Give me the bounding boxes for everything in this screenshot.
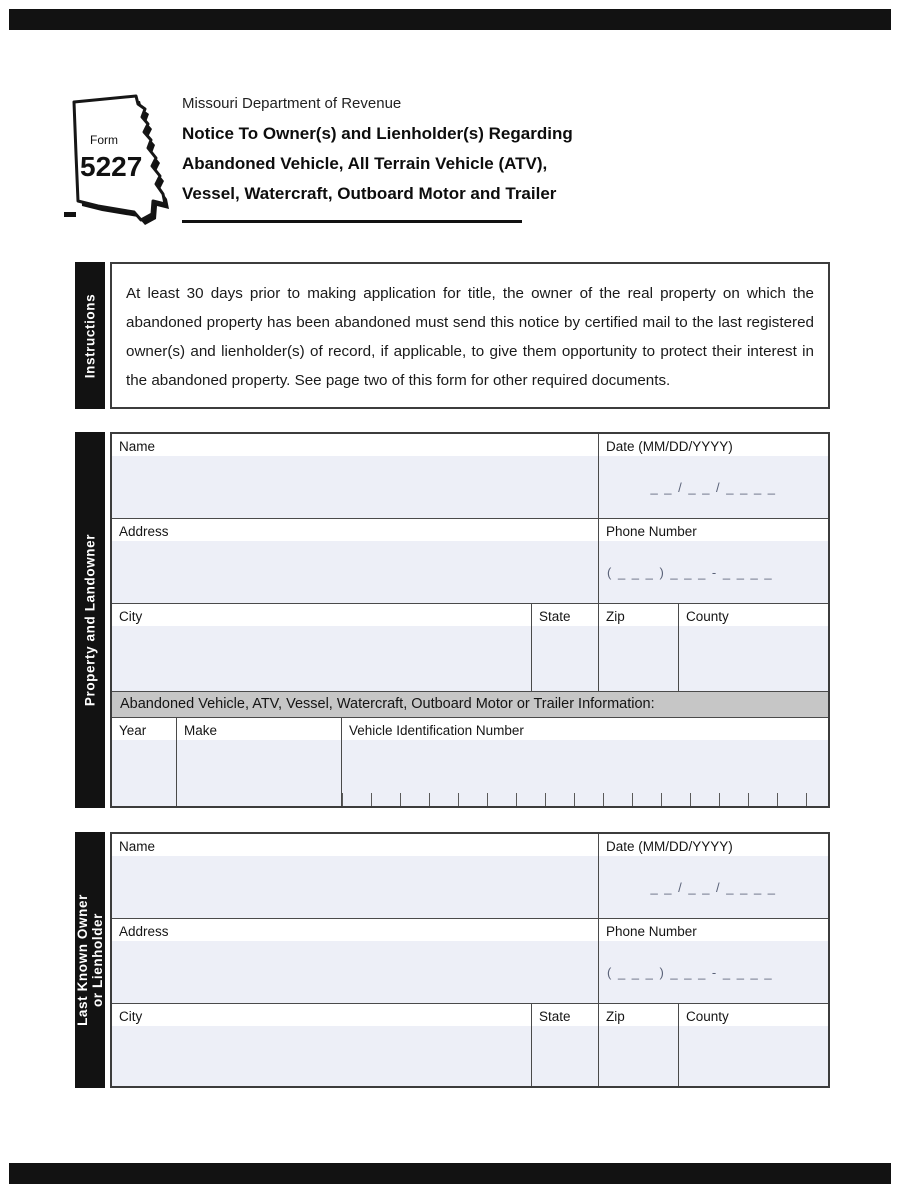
vehicle-vin-label: Vehicle Identification Number <box>349 723 524 738</box>
form-title-line-1: Notice To Owner(s) and Lienholder(s) Regarding <box>182 124 573 143</box>
owner-city-input[interactable] <box>112 1026 531 1086</box>
bottom-border-bar <box>9 1163 891 1184</box>
owner-address-field <box>112 919 599 1003</box>
property-name-field <box>112 434 599 518</box>
property-row-name-date <box>112 434 828 519</box>
owner-phone-label: Phone Number <box>606 924 697 939</box>
form-number: 5227 <box>80 151 143 182</box>
property-city-field <box>112 604 532 691</box>
vehicle-info-header: Abandoned Vehicle, ATV, Vessel, Watercraft, Outboard Motor or Trailer Information: <box>112 692 828 718</box>
owner-form-box <box>110 832 830 1088</box>
property-sidebar-label: Property and Landowner <box>82 533 98 707</box>
instructions-text: At least 30 days prior to making application for title, the owner of the real property on which the abandoned property has been abandoned must send this notice by certified mail to the last registered owner(s) and lienholder(s) of record, if applicable, to give them opportunity to protect their interest in the abandoned property. See page two of this form for other required documents. <box>126 285 814 389</box>
title-underline <box>182 220 522 223</box>
property-state-input[interactable] <box>532 626 598 691</box>
property-form-box <box>110 432 830 808</box>
department-name: Missouri Department of Revenue <box>182 95 402 112</box>
vehicle-year-field <box>112 718 177 806</box>
property-date-input[interactable] <box>599 456 828 518</box>
dash-mark <box>64 212 76 217</box>
property-row-city-state-zip-county <box>112 604 828 692</box>
vin-tick-marks <box>342 793 828 806</box>
top-border-bar <box>9 9 891 30</box>
vehicle-make-field <box>177 718 342 806</box>
property-state-field <box>532 604 599 691</box>
owner-name-field <box>112 834 599 918</box>
owner-date-field <box>599 834 828 918</box>
owner-phone-input[interactable] <box>599 941 828 1003</box>
property-city-input[interactable] <box>112 626 531 691</box>
owner-state-field <box>532 1004 599 1086</box>
owner-lienholder-section <box>75 832 830 1088</box>
vehicle-make-input[interactable] <box>177 740 341 806</box>
vehicle-make-label: Make <box>184 723 218 738</box>
instructions-box <box>110 262 830 409</box>
phone-placeholder: ( _ _ _ ) _ _ _ - _ _ _ _ <box>607 964 774 980</box>
owner-row-city-state-zip-county <box>112 1004 828 1086</box>
property-name-input[interactable] <box>112 456 598 518</box>
owner-name-label: Name <box>119 839 156 854</box>
owner-zip-input[interactable] <box>599 1026 678 1086</box>
owner-county-field <box>679 1004 828 1086</box>
instructions-section <box>75 262 830 409</box>
property-zip-input[interactable] <box>599 626 678 691</box>
owner-state-input[interactable] <box>532 1026 598 1086</box>
owner-date-input[interactable] <box>599 856 828 918</box>
owner-phone-field <box>599 919 828 1003</box>
vehicle-year-label: Year <box>119 723 147 738</box>
property-landowner-section <box>75 432 830 808</box>
property-zip-label: Zip <box>606 609 625 624</box>
owner-address-label: Address <box>119 924 169 939</box>
property-sidebar <box>75 432 105 808</box>
form-title-line-2: Abandoned Vehicle, All Terrain Vehicle (ATV), <box>182 154 548 173</box>
property-state-label: State <box>539 609 571 624</box>
date-placeholder: _ _ / _ _ / _ _ _ _ <box>650 479 777 495</box>
property-county-input[interactable] <box>679 626 828 691</box>
date-placeholder: _ _ / _ _ / _ _ _ _ <box>650 879 777 895</box>
owner-state-label: State <box>539 1009 571 1024</box>
property-phone-label: Phone Number <box>606 524 697 539</box>
property-county-field <box>679 604 828 691</box>
property-phone-field <box>599 519 828 603</box>
property-row-address-phone <box>112 519 828 604</box>
form-word: Form <box>90 133 118 147</box>
owner-address-input[interactable] <box>112 941 598 1003</box>
vehicle-vin-field <box>342 718 828 806</box>
owner-county-input[interactable] <box>679 1026 828 1086</box>
property-date-field <box>599 434 828 518</box>
owner-city-label: City <box>119 1009 143 1024</box>
owner-county-label: County <box>686 1009 729 1024</box>
missouri-state-icon <box>64 84 179 244</box>
vehicle-row-year-make-vin <box>112 718 828 806</box>
property-zip-field <box>599 604 679 691</box>
property-city-label: City <box>119 609 143 624</box>
owner-sidebar <box>75 832 105 1088</box>
property-name-label: Name <box>119 439 156 454</box>
property-date-label: Date (MM/DD/YYYY) <box>606 439 733 454</box>
owner-city-field <box>112 1004 532 1086</box>
property-address-label: Address <box>119 524 169 539</box>
vehicle-year-input[interactable] <box>112 740 176 806</box>
header-text-block <box>182 84 573 223</box>
owner-sidebar-line-1: Last Known Owner <box>75 894 90 1026</box>
property-county-label: County <box>686 609 729 624</box>
owner-zip-label: Zip <box>606 1009 625 1024</box>
owner-row-name-date <box>112 834 828 919</box>
owner-date-label: Date (MM/DD/YYYY) <box>606 839 733 854</box>
property-address-input[interactable] <box>112 541 598 603</box>
owner-sidebar-line-2: or Lienholder <box>90 912 105 1008</box>
owner-sidebar-label <box>75 894 105 1026</box>
property-phone-input[interactable] <box>599 541 828 603</box>
instructions-sidebar-label: Instructions <box>82 293 98 378</box>
instructions-sidebar <box>75 262 105 409</box>
owner-name-input[interactable] <box>112 856 598 918</box>
property-address-field <box>112 519 599 603</box>
form-header <box>64 84 573 244</box>
owner-row-address-phone <box>112 919 828 1004</box>
vehicle-vin-input[interactable] <box>342 740 828 806</box>
owner-zip-field <box>599 1004 679 1086</box>
phone-placeholder: ( _ _ _ ) _ _ _ - _ _ _ _ <box>607 564 774 580</box>
form-title-line-3: Vessel, Watercraft, Outboard Motor and Trailer <box>182 184 557 203</box>
